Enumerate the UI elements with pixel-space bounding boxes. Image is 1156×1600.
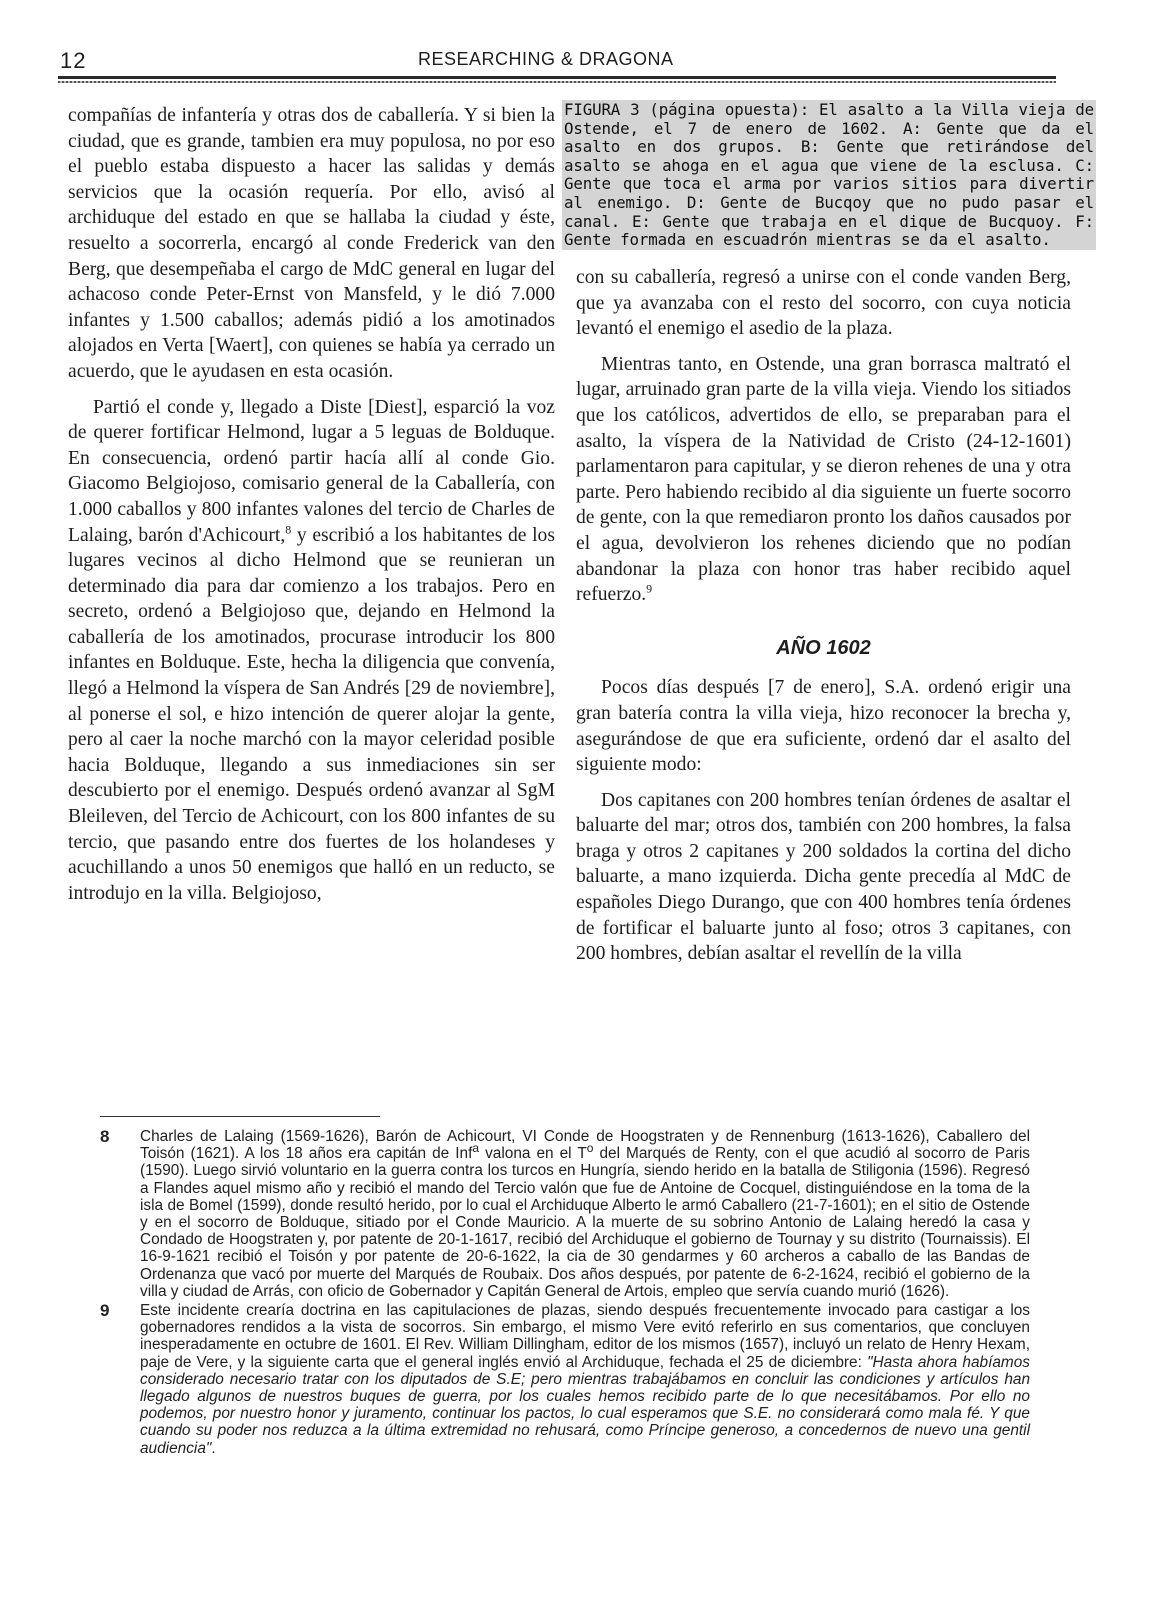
footnote-text: valona en el T — [479, 1145, 587, 1163]
paragraph-text: Mientras tanto, en Ostende, una gran borrasca maltrató el lugar, arruinado gran parte de la villa vieja. Viendo los sitiados que los católicos, advertidos de ello, se preparaban para el asalto, la víspera de la Natividad de Cristo (24-12-1601) parlamentaron para capitular, y se dieron rehenes de una y otra parte. Pero habiendo recibido al dia siguiente un fuerte socorro de gente, con la que remediaron pronto los daños causados por el agua, devolvieron los rehenes diciendo que no podían abandonar la plaza con honor tras haber recibido aquel refuerzo. — [576, 353, 1071, 606]
footnote-text: . — [211, 1439, 216, 1457]
paragraph: Dos capitanes con 200 hombres tenían órdenes de asaltar el baluarte del mar; otros dos, también con 200 hombres, la falsa braga y otros 2 capitanes y 200 soldados la cortina del dicho baluarte, a mano izquierda. Dicha gente precedía al MdC de españoles Diego Durango, que con 400 hombres tenía órdenes de fortificar el baluarte junto al foso; otros 3 capitanes, con 200 hombres, debían asaltar el revellín de la villa — [576, 789, 1071, 965]
footnote-quote: "Hasta ahora habíamos considerado necesario tratar con los diputados de S.E; pero mientras trabajábamos en concluir las condiciones y artículos han llegado algunos de nuestros buques de guerra, por los cuales hemos recibido parte de lo que necesitábamos. Por ello no podemos, por nuestro honor y juramento, continuar los pactos, lo cual esperamos que S.E. no considerará como mala fé. Y que cuando su poder nos reduzca a la última extremidad no rehusará, como Príncipe generoso, a concedernos de nuevo una gentil audiencia" — [140, 1353, 1030, 1457]
footnote-text: Charles de Lalaing (1569-1626), Barón de Achicourt, VI Conde de Hoogstraten y de Rennenburg (1613-1626), Caballero del Toisón (1621). A los 18 años era capitán de Inf — [140, 1128, 1030, 1163]
footnote — [100, 1302, 1030, 1457]
footnote-number: 9 — [100, 1301, 110, 1321]
footnote-number: 8 — [100, 1127, 110, 1146]
footnote — [100, 1128, 1030, 1300]
paragraph-text: Partió el conde y, llegado a Diste [Diest], esparció la voz de querer fortificar Helmond, lugar a 5 leguas de Bolduque. En consecuencia, ordenó partir hacía allí al conde Gio. Giacomo Belgiojoso, comisario general de la Caballería, con 1.000 caballos y 800 infantes valones del tercio de Charles de Lalaing, barón d'Achicourt, — [68, 396, 555, 546]
footnote-ref: 8 — [285, 521, 292, 536]
paragraph: Pocos días después [7 de enero], S.A. ordenó erigir una gran batería contra la villa vieja, hizo reconocer la brecha y, asegurándose de que era suficiente, ordenó dar el asalto del siguiente modo: — [576, 677, 1071, 776]
header-rule-dotted — [58, 81, 1056, 83]
footnote-text: Este incidente crearía doctrina en las capitulaciones de plazas, siendo después frecuentemente invocado para castigar a los gobernadores rendidos a la vista de socorros. Sin embargo, el mismo Vere evitó referirlo en sus comentarios, que concluyen inesperadamente en octubre de 1601. El Rev. William Dillingham, editor de los mismos (1657), incluyó un relato de Henry Hexam, paje de Vere, y la siguiente carta que el general inglés envió al Archiduque, fechada el 25 de diciembre: — [140, 1302, 1030, 1371]
superscript: a — [472, 1141, 480, 1156]
footnotes — [100, 1128, 1030, 1459]
page-number: 12 — [60, 48, 87, 73]
figure-caption: FIGURA 3 (página opuesta): El asalto a la Villa vieja de Ostende, el 7 de enero de 1602. A: Gente que da el asalto en dos grupos. B: Gente que retirándose del asalto se ahoga en el agua que viene de la esclusa. C: Gente que toca el arma por varios sitios para divertir al enemigo. D: Gente de Bucqoy que no pudo pasar el canal. E: Gente que trabaja en el dique de Bucquoy. F: Gente formada en escuadrón mientras se da el asalto. — [564, 100, 1094, 250]
header-rule — [58, 76, 1056, 79]
paragraph-text: y escribió a los habitantes de los lugares vecinos al dicho Helmond que se reunieran un determinado dia para dar comienzo a los trabajos. Pero en secreto, ordenó a Belgiojoso que, dejando en Helmond la caballería de los amotinados, procurase introducir los 800 infantes en Bolduque. Este, hecha la diligencia que convenía, llegó a Helmond la víspera de San Andrés [29 de noviembre], al ponerse el sol, e hizo intención de querer alojar la gente, pero al caer la noche marchó con la mayor celeridad posible hacia Bolduque, llegando a sus inmediaciones sin ser descubierto por el enemigo. Después ordenó avanzar al SgM Bleileven, del Tercio de Achicourt, con los 800 infantes de su tercio, que pasando entre dos fuertes de los holandeses y acuchillando a unos 50 enemigos que halló en un reducto, se introdujo en la villa. Belgiojoso, — [68, 524, 555, 904]
section-heading: AÑO 1602 — [776, 636, 871, 659]
footnote-rule — [100, 1116, 380, 1117]
superscript: o — [586, 1141, 594, 1156]
paragraph — [68, 395, 555, 907]
running-head: RESEARCHING & DRAGONA — [418, 49, 674, 69]
right-column — [576, 265, 1071, 977]
paragraph: con su caballería, regresó a unirse con el conde vanden Berg, que ya avanzaba con el resto del socorro, con cuya noticia levantó el enemigo el asedio de la plaza. — [576, 267, 1071, 340]
left-column — [68, 103, 555, 916]
paragraph: compañías de infantería y otras dos de caballería. Y si bien la ciudad, que es grande, tambien era muy populosa, no por eso el pueblo estaba dispuesto a hacer las salidas y demás servicios que la ocasión requería. Por ello, avisó al archiduque del estado en que se hallaba la ciudad y éste, resuelto a socorrerla, encargó al conde Frederick van den Berg, que desempeñaba el cargo de MdC general en lugar del achacoso conde Peter-Ernst von Mansfeld, y le dió 7.000 infantes y 1.500 caballos; además pidió a los amotinados alojados en Verta [Waert], con quienes se había ya cerrado un acuerdo, que le ayudasen en esta ocasión. — [68, 105, 555, 382]
footnote-ref: 9 — [646, 581, 653, 596]
paragraph — [576, 352, 1071, 608]
footnote-text: del Marqués de Renty, con el que acudió al socorro de Paris (1590). Luego sirvió voluntario en la guerra contra los turcos en Hungría, siendo herido en la batalla de Stiligonia (1596). Regresó a Flandes aquel mismo año y recibió el mando del Tercio valón que fue de Antoine de Cocquel, distinguiéndose en la toma de la isla de Bomel (1599), donde resultó herido, por lo cual el Archiduque Alberto le armó Caballero (21-7-1601); en el sitio de Ostende y en el socorro de Bolduque, sitiado por el Conde Mauricio. A la muerte de su sobrino Antonio de Lalaing heredó la casa y Condado de Hoogstraten y, por patente de 20-1-1617, recibió del Archiduque el gobierno de Tournay y su distrito (Tournaissis). El 16-9-1621 recibió el Toisón y por patente de 20-6-1622, la cia de 30 gendarmes y 60 archeros a caballo de las Bandas de Ordenanza que vacó por muerte del Marqués de Roubaix. Dos años después, por patente de 6-2-1624, recibió el gobierno de la villa y ciudad de Arrás, con oficio de Gobernador y Capitán General de Artois, empleo que servía cuando murió (1626). — [140, 1145, 1030, 1300]
